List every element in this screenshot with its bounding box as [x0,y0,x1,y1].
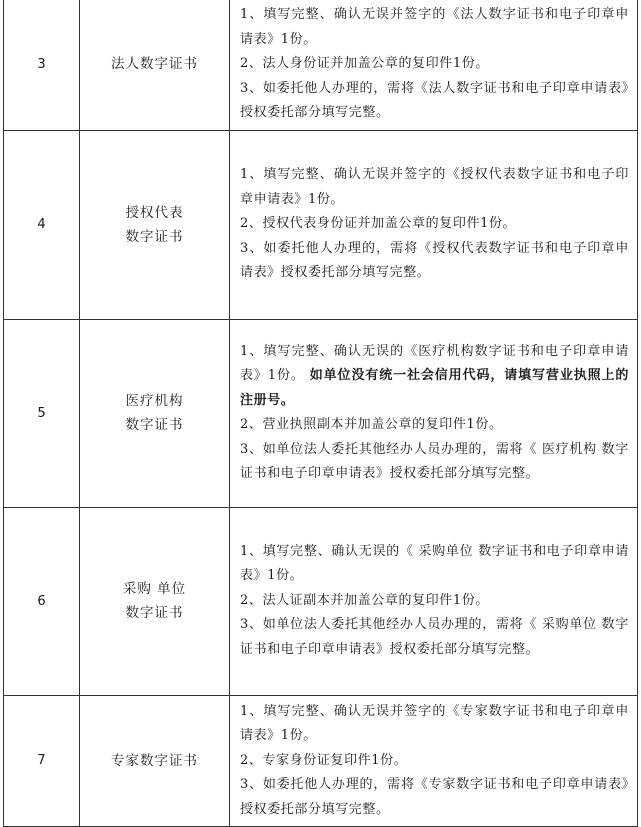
requirements-cell [230,695,638,827]
table-row [4,507,638,695]
certificate-type-line: 采购 单位 [122,581,187,597]
requirement-item: 3、如单位法人委托其他经办人员办理的，需将《 医疗机构 数字证书和电子印章申请表》授权委托部分填写完整。 [240,441,629,481]
certificate-type [80,507,230,695]
requirement-item: 3、如委托他人办理的，需将《授权代表数字证书和电子印章申请表》授权委托部分填写完整。 [240,240,629,281]
table-row [4,695,638,827]
requirements-cell [230,319,638,507]
certificate-type [80,695,230,827]
requirements-cell [230,130,638,319]
requirement-item: 2、法人身份证并加盖公章的复印件1份。 [240,56,489,71]
certificate-type-line: 专家数字证书 [111,752,198,769]
table-row [4,319,638,507]
requirement-emphasis: 如单位没有统一社会信用代码，请填写营业执照上的注册号。 [240,368,629,408]
requirement-item: 3、如委托他人办理的，需将《法人数字证书和电子印章申请表》授权委托部分填写完整。 [240,80,629,120]
requirement-item: 2、授权代表身份证并加盖公章的复印件1份。 [240,216,517,232]
row-number: 3 [4,0,80,130]
table-row [4,130,638,319]
requirement-item: 1、填写完整、确认无误并签字的《授权代表数字证书和电子印章申请表》1份。 [240,167,629,207]
certificate-type-line: 法人数字证书 [111,56,198,73]
certificate-type-line: 授权代表 [125,204,184,221]
requirement-item: 2、营业执照副本并加盖公章的复印件1份。 [240,417,503,432]
requirement-item: 1、填写完整、确认无误并签字的《专家数字证书和电子印章申请表》1份。 [240,703,629,743]
requirements-table [3,0,638,827]
requirement-text: 1、填写完整、确认无误的《医疗机构数字证书和电子印章申请表》1份。 [240,343,629,383]
certificate-type-line: 数字证书 [125,228,184,245]
requirements-cell [230,507,638,695]
certificate-type-line: 医疗机构 [125,393,184,409]
requirement-item [240,340,629,414]
requirement-item: 3、如委托他人办理的，需将《专家数字证书和电子印章申请表》授权委托部分填写完整。 [240,777,629,817]
certificate-type [80,0,230,130]
requirement-item: 3、如单位法人委托其他经办人员办理的，需将《 采购单位 数字证书和电子印章申请表》授权委托部分填写完整。 [240,617,629,657]
certificate-type-line: 数字证书 [125,605,184,621]
row-number: 7 [4,695,80,827]
row-number: 6 [4,507,80,695]
row-number: 4 [4,130,80,319]
row-number: 5 [4,319,80,507]
requirement-item: 1、填写完整、确认无误的《 采购单位 数字证书和电子印章申请表》1份。 [240,543,629,584]
certificate-type [80,319,230,507]
requirement-item: 2、法人证副本并加盖公章的复印件1份。 [240,592,489,608]
table-row [4,0,638,130]
certificate-type-line: 数字证书 [125,417,184,433]
requirement-item: 1、填写完整、确认无误并签字的《法人数字证书和电子印章申请表》1份。 [240,7,629,47]
requirements-cell [230,0,638,130]
certificate-type [80,130,230,319]
requirement-item: 2、专家身份证复印件1份。 [240,752,408,768]
